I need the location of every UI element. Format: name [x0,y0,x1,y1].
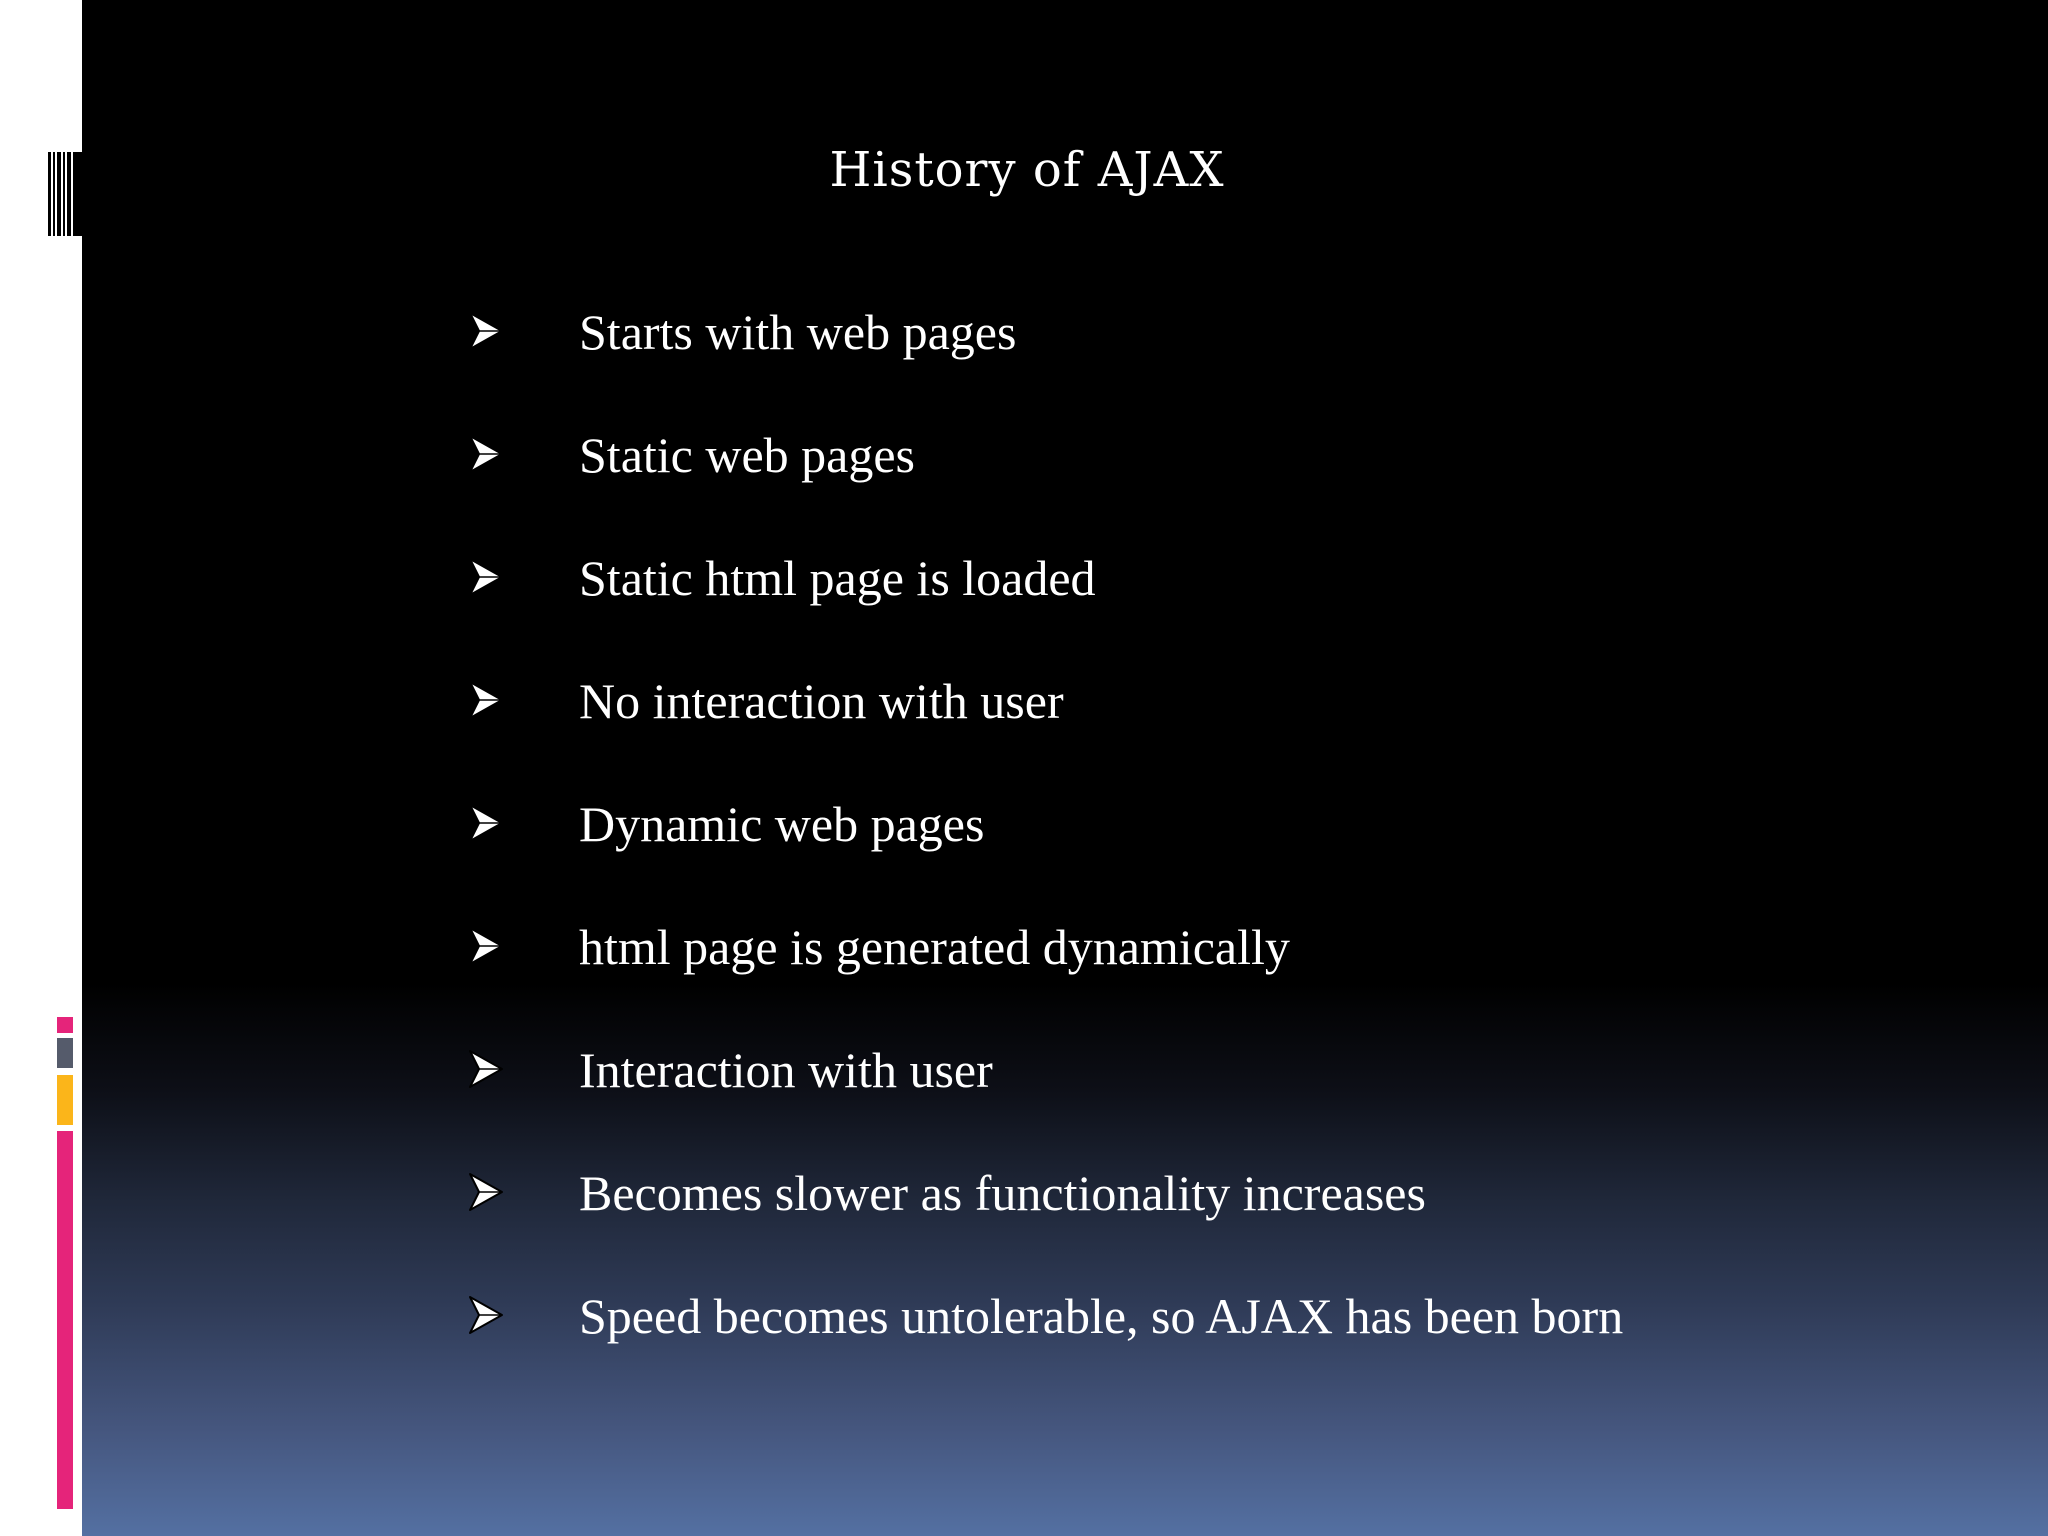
bullet-text: Interaction with user [579,1042,993,1098]
accent-bar-yellow [57,1075,73,1125]
bullet-text: Starts with web pages [579,304,1017,360]
arrowhead-bullet-icon [468,557,504,597]
bullet-item [468,294,1623,417]
arrowhead-bullet-icon [468,680,504,720]
arrowhead-bullet-icon [468,1049,504,1089]
bullet-text: html page is generated dynamically [579,919,1290,975]
bullet-list [468,294,1623,1401]
decorative-stripes [48,152,82,236]
accent-bar-pink-tall [57,1131,73,1509]
bullet-item [468,663,1623,786]
accent-bar-pink-small [57,1017,73,1033]
arrowhead-bullet-icon [468,1172,504,1212]
bullet-item [468,1032,1623,1155]
arrowhead-bullet-icon [468,926,504,966]
arrowhead-bullet-icon [468,803,504,843]
bullet-item [468,1155,1623,1278]
bullet-text: Dynamic web pages [579,796,985,852]
arrowhead-bullet-icon [468,434,504,474]
bullet-item [468,786,1623,909]
bullet-text: No interaction with user [579,673,1064,729]
accent-bar-gray [57,1038,73,1068]
bullet-text: Becomes slower as functionality increases [579,1165,1426,1221]
slide-title: History of AJAX [829,142,1225,198]
bullet-text: Static web pages [579,427,916,483]
bullet-item [468,540,1623,663]
bullet-text: Speed becomes untolerable, so AJAX has been born [579,1288,1624,1344]
arrowhead-bullet-icon [468,1295,504,1335]
arrowhead-bullet-icon [468,311,504,351]
bullet-text: Static html page is loaded [579,550,1096,606]
bullet-item [468,909,1623,1032]
bullet-item [468,417,1623,540]
bullet-item [468,1278,1623,1401]
